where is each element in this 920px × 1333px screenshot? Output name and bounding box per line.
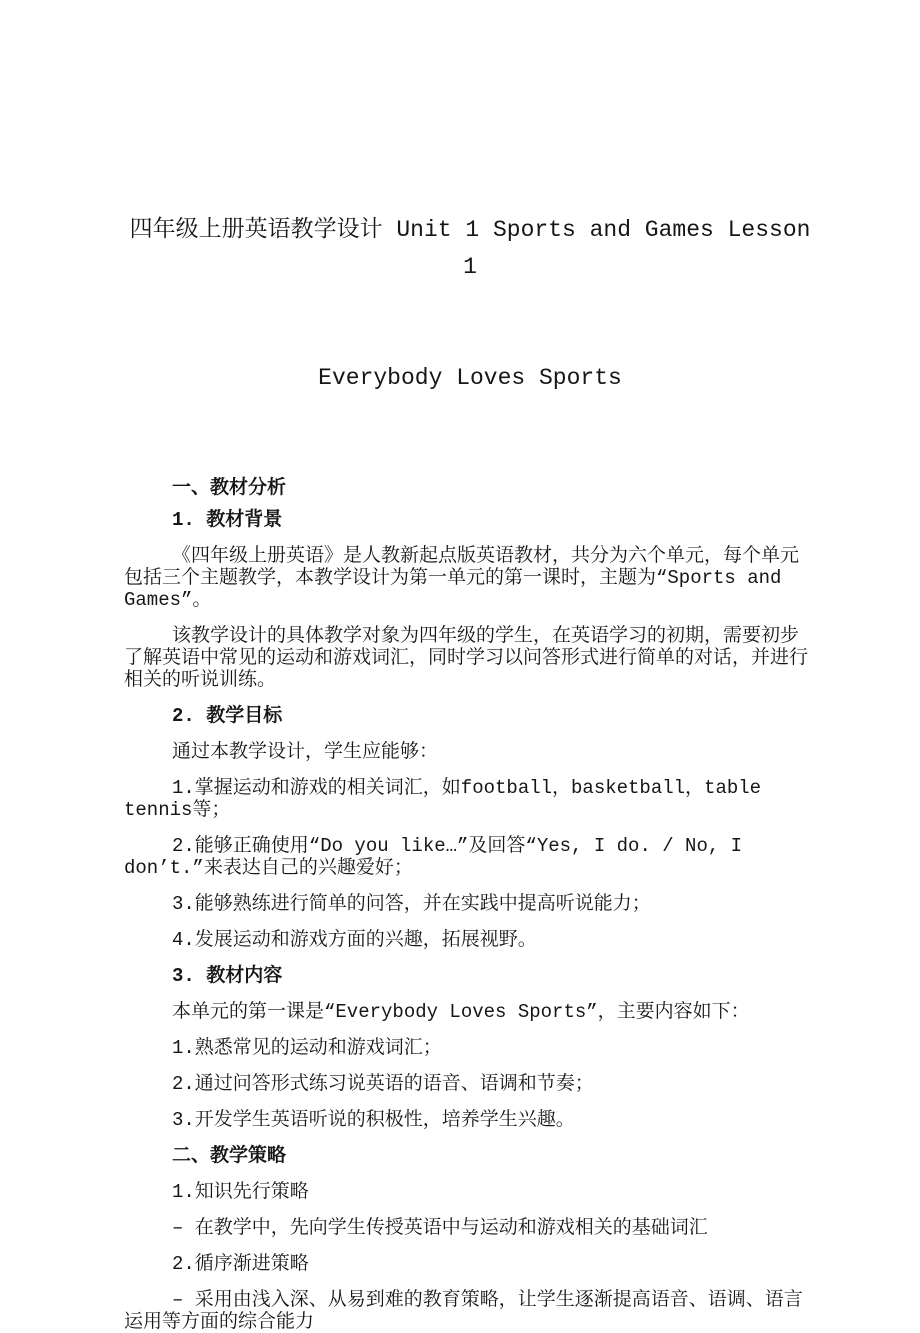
section-heading: 一、教材分析 bbox=[172, 477, 287, 499]
list-item: 2.循序渐进策略 bbox=[172, 1253, 309, 1275]
list-item: 1.熟悉常见的运动和游戏词汇； bbox=[172, 1037, 442, 1059]
paragraph: 该教学设计的具体教学对象为四年级的学生，在英语学习的初期，需要初步了解英语中常见的运动和游戏词汇，同时学习以问答形式进行简单的对话，并进行相关的听说训练。 bbox=[124, 625, 809, 691]
sub-heading: 1. 教材背景 bbox=[172, 509, 283, 531]
list-item: 1.掌握运动和游戏的相关词汇，如football，basketball，table tennis等； bbox=[124, 777, 773, 821]
paragraph: 通过本教学设计，学生应能够： bbox=[172, 741, 439, 763]
document-body bbox=[124, 477, 816, 1333]
list-item: 2.通过问答形式练习说英语的语音、语调和节奏； bbox=[172, 1073, 594, 1095]
list-item: 1.知识先行策略 bbox=[172, 1181, 309, 1203]
document-title-line-2: Everybody Loves Sports bbox=[318, 365, 622, 391]
document-title bbox=[124, 138, 825, 471]
list-item: 3.开发学生英语听说的积极性，培养学生兴趣。 bbox=[172, 1109, 575, 1131]
list-item: – 采用由浅入深、从易到难的教育策略，让学生逐渐提高语音、语调、语言运用等方面的综合能力 bbox=[124, 1289, 803, 1333]
list-item: 2.能够正确使用“Do you like…”及回答“Yes, I do. / No, I don’t.”来表达自己的兴趣爱好； bbox=[124, 835, 754, 879]
paragraph: 本单元的第一课是“Everybody Loves Sports”，主要内容如下： bbox=[172, 1001, 750, 1023]
list-item: 3.能够熟练进行简单的问答，并在实践中提高听说能力； bbox=[172, 893, 651, 915]
paragraph: 《四年级上册英语》是人教新起点版英语教材，共分为六个单元，每个单元包括三个主题教学，本教学设计为第一单元的第一课时，主题为“Sports and Games”。 bbox=[124, 545, 800, 611]
sub-heading: 2. 教学目标 bbox=[172, 705, 283, 727]
list-item: – 在教学中，先向学生传授英语中与运动和游戏相关的基础词汇 bbox=[172, 1217, 708, 1239]
section-heading: 二、教学策略 bbox=[172, 1145, 287, 1167]
list-item: 4.发展运动和游戏方面的兴趣，拓展视野。 bbox=[172, 929, 537, 951]
document-title-line-1: 四年级上册英语教学设计 Unit 1 Sports and Games Lesson 1 bbox=[129, 217, 825, 280]
sub-heading: 3. 教材内容 bbox=[172, 965, 283, 987]
